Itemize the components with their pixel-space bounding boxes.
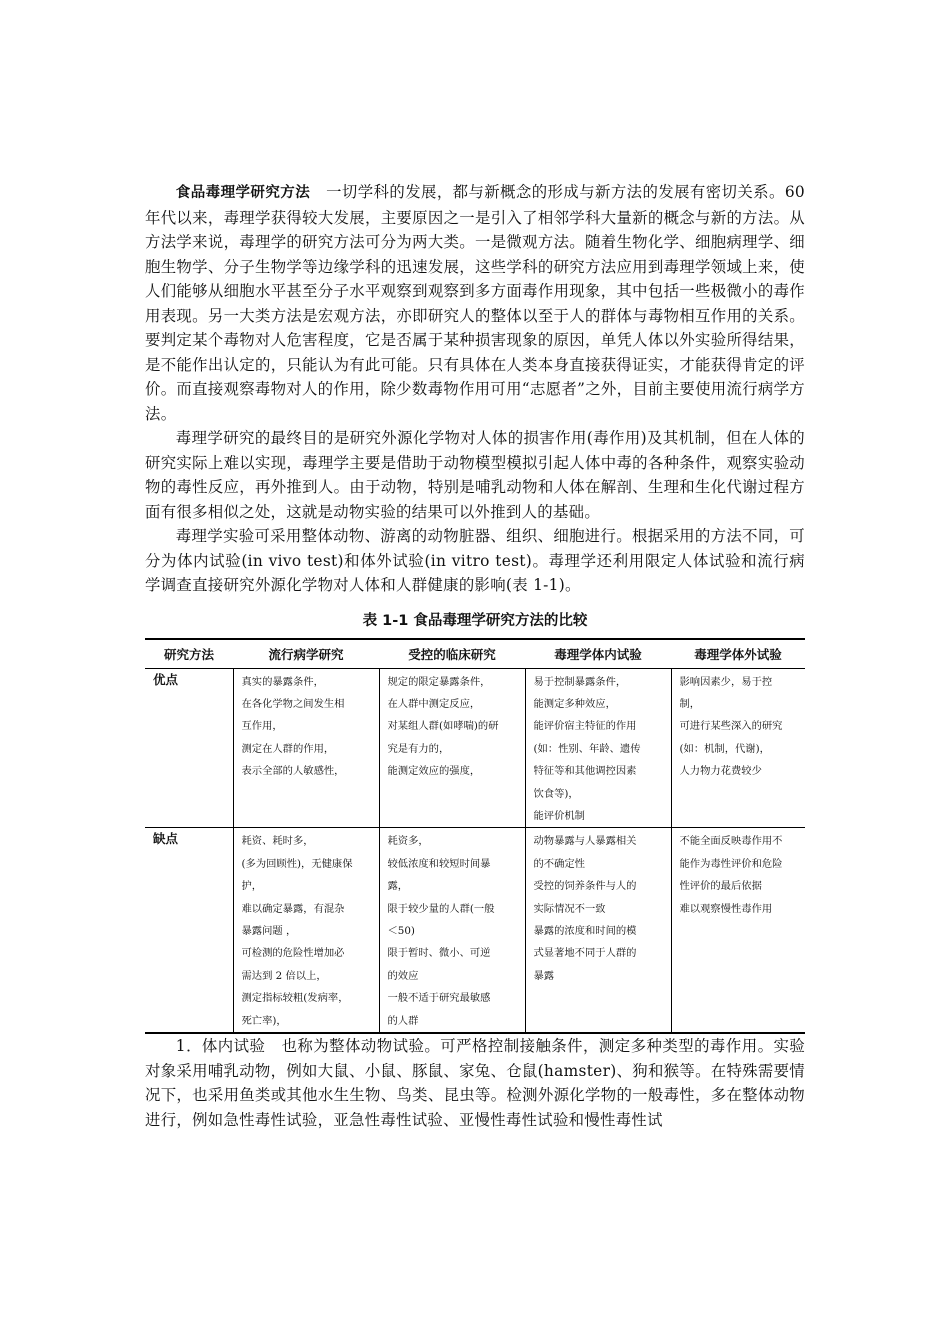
row-label-disadvantages: 缺点 bbox=[153, 831, 179, 847]
cell-line: 能测定效应的强度， bbox=[387, 765, 481, 778]
paragraph-2: 毒理学研究的最终目的是研究外源化学物对人体的损害作用(毒作用)及其机制，但在人体的研究实际上难以实现，毒理学主要是借助于动物模型模拟引起人体中毒的各种条件，观察实验动物的毒性反应，再外推到人。由于动物，特别是哺乳动物和人体在解剖、生理和生化代谢过程方面有很多相似之处，这就是动物实验的结果可以外推到人的基础。 bbox=[145, 429, 805, 521]
cell-line: 制， bbox=[679, 697, 701, 710]
cell-line: 暴露的浓度和时间的模 bbox=[533, 924, 637, 937]
cell-line: 限于较少量的人群(一般 bbox=[387, 902, 495, 915]
comparison-table bbox=[145, 638, 805, 1035]
cell-line: 人力物力花费较少 bbox=[679, 765, 762, 778]
cell-line: (如：机制，代谢)， bbox=[679, 742, 770, 755]
header-method: 研究方法 bbox=[145, 639, 233, 669]
cell-line: 究是有力的， bbox=[387, 742, 450, 755]
cell-line: 难以观察慢性毒作用 bbox=[679, 902, 773, 915]
table-row-advantages bbox=[145, 668, 805, 828]
cell-line: 限于暂时、微小、可逆 bbox=[387, 947, 491, 960]
cell-line: 一般不适于研究最敏感 bbox=[387, 992, 491, 1005]
header-in-vivo: 毒理学体内试验 bbox=[525, 639, 671, 669]
cell-line: 能评价宿主特征的作用 bbox=[533, 720, 637, 733]
table-header-row bbox=[145, 639, 805, 669]
cell-adv-epidemiology bbox=[233, 668, 379, 828]
cell-line: 受控的饲养条件与人的 bbox=[533, 880, 637, 893]
cell-line: (如：性别、年龄、遗传 bbox=[533, 742, 641, 755]
cell-line: 动物暴露与人暴露相关 bbox=[533, 835, 637, 848]
cell-line: 较低浓度和较短时间暴 bbox=[387, 857, 491, 870]
cell-line: (多为回顾性)，无健康保 bbox=[241, 857, 353, 870]
cell-line: 在各化学物之间发生相 bbox=[241, 697, 345, 710]
cell-line: 式显著地不同于人群的 bbox=[533, 947, 637, 960]
cell-line: 能评价机制 bbox=[533, 809, 585, 822]
table-caption: 表 1-1 食品毒理学研究方法的比较 bbox=[362, 612, 588, 629]
cell-line: 对某组人群(如哮喘)的研 bbox=[387, 720, 499, 733]
document-page bbox=[145, 180, 805, 1132]
cell-dis-epidemiology bbox=[233, 828, 379, 1034]
cell-line: 难以确定暴露，有混杂 bbox=[241, 902, 345, 915]
cell-line: 互作用， bbox=[241, 720, 283, 733]
cell-line: 能作为毒性评价和危险 bbox=[679, 857, 783, 870]
cell-line: 耗资多， bbox=[387, 835, 429, 848]
cell-line: 可进行某些深入的研究 bbox=[679, 720, 783, 733]
cell-line: 的效应 bbox=[387, 969, 419, 982]
cell-adv-in-vivo bbox=[525, 668, 671, 828]
intro-paragraph bbox=[145, 180, 805, 426]
row-label-advantages: 优点 bbox=[145, 668, 233, 828]
intro-text: 一切学科的发展，都与新概念的形成与新方法的发展有密切关系。60年代以来，毒理学获得较大发展，主要原因之一是引入了相邻学科大量新的概念与新的方法。从方法学来说，毒理学的研究方法可分为两大类。一是微观方法。随着生物化学、细胞病理学、细胞生物学、分子生物学等边缘学科的迅速发展，这些学科的研究方法应用到毒理学领域上来，使人们能够从细胞水平甚至分子水平观察到观察到多方面毒作用现象，其中包括一些极微小的毒作用表现。另一大类方法是宏观方法，亦即研究人的整体以至于人的群体与毒物相互作用的关系。要判定某个毒物对人危害程度，它是否属于某种损害现象的原因，单凭人体以外实验所得结果，是不能作出认定的，只能认为有此可能。只有具体在人类本身直接获得证实，才能获得肯定的评价。而直接观察毒物对人的作用，除少数毒物作用可用“志愿者”之外，目前主要使用流行病学方法。 bbox=[145, 183, 806, 423]
subsection-label: 1．体内试验 bbox=[175, 1037, 266, 1056]
cell-line: 规定的限定暴露条件， bbox=[387, 675, 491, 688]
cell-line: 死亡率)， bbox=[241, 1014, 287, 1027]
cell-line: 特征等和其他调控因素 bbox=[533, 765, 637, 778]
header-clinical: 受控的临床研究 bbox=[379, 639, 525, 669]
cell-line: 真实的暴露条件， bbox=[241, 675, 324, 688]
cell-line: 饮食等)， bbox=[533, 787, 579, 800]
cell-adv-in-vitro bbox=[671, 668, 805, 828]
cell-line: 易于控制暴露条件， bbox=[533, 675, 627, 688]
paragraph-4-text: 也称为整体动物试验。可严格控制接触条件，测定多种类型的毒作用。实验对象采用哺乳动物，例如大鼠、小鼠、豚鼠、家兔、仓鼠(hamster)、狗和猴等。在特殊需要情况下，也采用鱼类或其他水生生物、鸟类、昆虫等。检测外源化学物的一般毒性，多在整体动物进行，例如急性毒性试验，亚急性毒性试验、亚慢性毒性试验和慢性毒性试 bbox=[145, 1037, 806, 1129]
cell-adv-clinical bbox=[379, 668, 525, 828]
cell-line: 测定指标较粗(发病率， bbox=[241, 992, 349, 1005]
cell-line: 的人群 bbox=[387, 1014, 419, 1027]
cell-line: ＜50) bbox=[387, 924, 415, 937]
table-row-disadvantages bbox=[145, 828, 805, 1034]
cell-line: 暴露 bbox=[533, 969, 555, 982]
cell-dis-in-vivo bbox=[525, 828, 671, 1034]
cell-line: 实际情况不一致 bbox=[533, 902, 606, 915]
cell-line: 不能全面反映毒作用不 bbox=[679, 835, 783, 848]
cell-line: 测定在人群的作用， bbox=[241, 742, 335, 755]
header-epidemiology: 流行病学研究 bbox=[233, 639, 379, 669]
cell-line: 性评价的最后依据 bbox=[679, 880, 762, 893]
cell-line: 暴露问题 ， bbox=[241, 924, 297, 937]
cell-dis-clinical bbox=[379, 828, 525, 1034]
cell-line: 可检测的危险性增加必 bbox=[241, 947, 345, 960]
cell-line: 护， bbox=[241, 880, 263, 893]
paragraph-4 bbox=[145, 1034, 805, 1132]
cell-line: 能测定多种效应， bbox=[533, 697, 616, 710]
section-title: 食品毒理学研究方法 bbox=[175, 185, 311, 201]
cell-line: 表示全部的人敏感性， bbox=[241, 765, 345, 778]
cell-line: 露， bbox=[387, 880, 409, 893]
paragraph-3: 毒理学实验可采用整体动物、游离的动物脏器、组织、细胞进行。根据采用的方法不同，可分为体内试验(in vivo test)和体外试验(in vitro test)。毒理学还利用限定人体试验和流行病学调查直接研究外源化学物对人体和人群健康的影响(表 1-1)。 bbox=[145, 527, 805, 594]
cell-line: 耗资、耗时多， bbox=[241, 835, 314, 848]
cell-dis-in-vitro bbox=[671, 828, 805, 1034]
header-in-vitro: 毒理学体外试验 bbox=[671, 639, 805, 669]
cell-line: 的不确定性 bbox=[533, 857, 585, 870]
cell-line: 在人群中测定反应， bbox=[387, 697, 481, 710]
cell-line: 影响因素少，易于控 bbox=[679, 675, 773, 688]
cell-line: 需达到 2 倍以上， bbox=[241, 969, 327, 982]
